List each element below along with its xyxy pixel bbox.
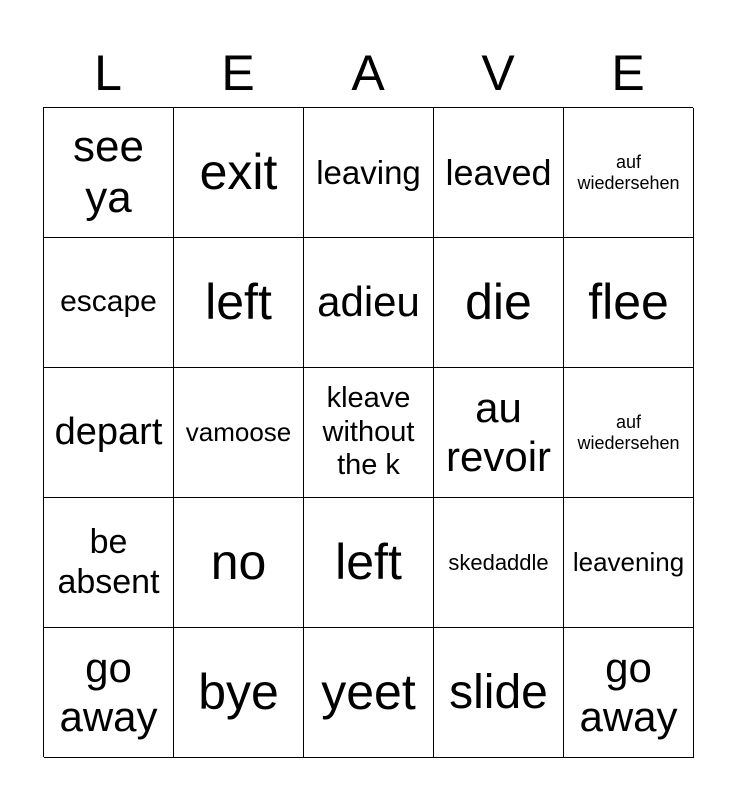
bingo-cell[interactable]: bye [174, 628, 304, 758]
bingo-cell[interactable]: yeet [304, 628, 434, 758]
bingo-cell[interactable]: left [174, 238, 304, 368]
bingo-cell[interactable]: leaving [304, 108, 434, 238]
bingo-cell[interactable]: adieu [304, 238, 434, 368]
bingo-cell[interactable]: kleave without the k [304, 368, 434, 498]
bingo-header [43, 40, 693, 107]
bingo-cell[interactable]: leavening [564, 498, 694, 628]
bingo-cell[interactable]: left [304, 498, 434, 628]
bingo-cell[interactable]: slide [434, 628, 564, 758]
bingo-grid [43, 107, 693, 757]
bingo-cell[interactable]: depart [44, 368, 174, 498]
bingo-cell[interactable]: vamoose [174, 368, 304, 498]
bingo-cell[interactable]: go away [564, 628, 694, 758]
header-letter: A [351, 45, 385, 101]
bingo-cell[interactable]: see ya [44, 108, 174, 238]
bingo-cell[interactable]: skedaddle [434, 498, 564, 628]
header-letter: L [94, 45, 122, 101]
bingo-cell[interactable]: no [174, 498, 304, 628]
header-letter: E [221, 45, 255, 101]
header-letter: V [481, 45, 515, 101]
bingo-cell[interactable]: go away [44, 628, 174, 758]
bingo-cell[interactable]: au revoir [434, 368, 564, 498]
bingo-cell[interactable]: exit [174, 108, 304, 238]
bingo-cell[interactable]: auf wiedersehen [564, 108, 694, 238]
bingo-cell[interactable]: auf wiedersehen [564, 368, 694, 498]
bingo-cell[interactable]: flee [564, 238, 694, 368]
bingo-cell[interactable]: die [434, 238, 564, 368]
bingo-cell[interactable]: leaved [434, 108, 564, 238]
bingo-cell[interactable]: escape [44, 238, 174, 368]
bingo-cell[interactable]: be absent [44, 498, 174, 628]
header-letter: E [611, 45, 645, 101]
